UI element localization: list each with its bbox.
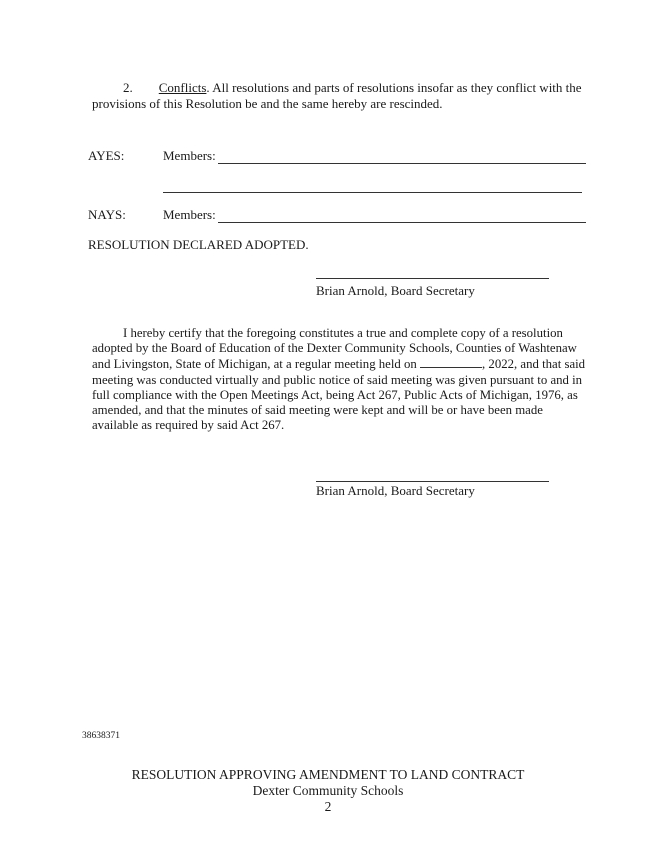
certification-line: available as required by said Act 267. [92, 418, 285, 433]
conflicts-line-1 [92, 80, 597, 96]
certification-line-3-end: , 2022, and that said [482, 357, 586, 372]
nays-members-label: Members: [163, 207, 216, 222]
certification-line: amended, and that the minutes of said meeting were kept and will be or have been made [92, 403, 543, 418]
ayes-members-label: Members: [163, 148, 216, 163]
secretary-name-2: Brian Arnold, Board Secretary [316, 483, 475, 498]
nays-label: NAYS: [88, 207, 126, 222]
meeting-date-blank [420, 356, 482, 368]
certification-line: I hereby certify that the foregoing constitutes a true and complete copy of a resolution [123, 326, 563, 340]
conflicts-line-2: provisions of this Resolution be and the same hereby are rescinded. [92, 96, 443, 111]
secretary-signature-line-1 [316, 278, 549, 279]
page-number: 2 [324, 799, 332, 814]
certification-paragraph [92, 326, 612, 433]
conflicts-paragraph [92, 80, 597, 112]
resolution-declared-adopted: RESOLUTION DECLARED ADOPTED. [88, 237, 309, 252]
document-number: 38638371 [82, 731, 120, 741]
certification-line: meeting was conducted virtually and public notice of said meeting was given pursuant to and in [92, 372, 583, 387]
footer-subtitle: Dexter Community Schools [252, 783, 404, 798]
certification-line-3-start: and Livingston, State of Michigan, at a regular meeting held on [92, 357, 421, 372]
certification-line: adopted by the Board of Education of the Dexter Community Schools, Counties of Washtenaw [92, 341, 577, 356]
certification-line [92, 356, 612, 372]
ayes-signature-line-2 [163, 192, 582, 193]
section-heading: Conflicts [158, 80, 207, 95]
certification-line: full compliance with the Open Meetings Act, being Act 267, Public Acts of Michigan, 1976, as [92, 387, 578, 402]
section-number: 2. [123, 80, 133, 95]
nays-signature-line [218, 222, 586, 223]
secretary-signature-line-2 [316, 481, 549, 482]
ayes-label: AYES: [88, 148, 125, 163]
conflicts-line-1-text: . All resolutions and parts of resolutions insofar as they conflict with the [206, 80, 582, 95]
footer-title: RESOLUTION APPROVING AMENDMENT TO LAND CONTRACT [131, 767, 525, 782]
secretary-name-1: Brian Arnold, Board Secretary [316, 283, 475, 298]
ayes-signature-line-1 [218, 163, 586, 164]
